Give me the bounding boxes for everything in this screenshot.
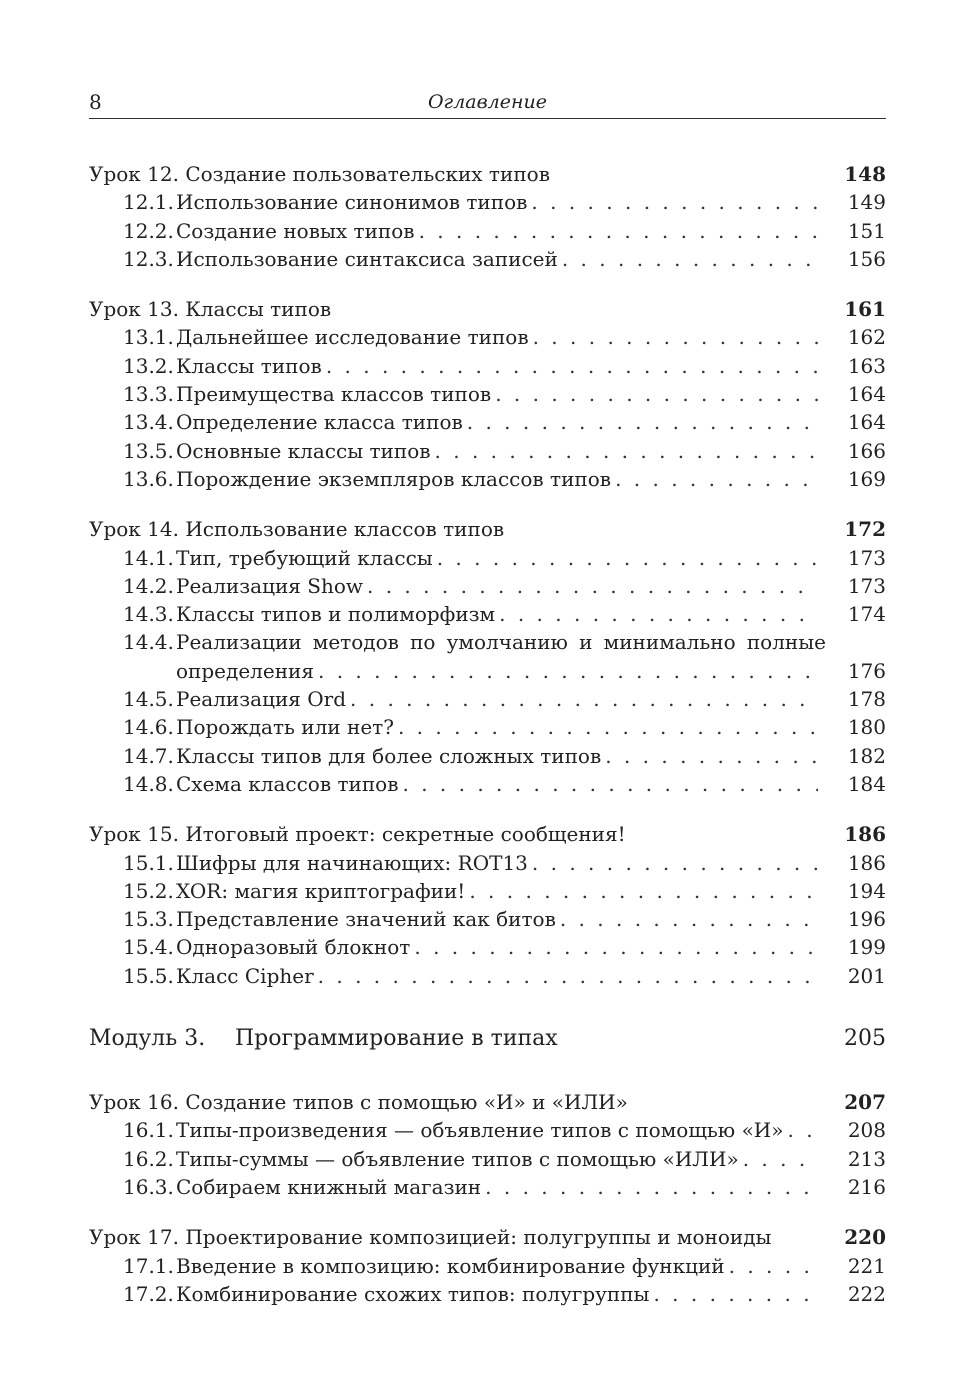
dot-leader	[415, 217, 818, 245]
entry-number: 12.3.	[123, 246, 174, 271]
toc-entry[interactable]	[89, 352, 886, 380]
entry-page: 174	[847, 602, 886, 627]
entry-number: 14.1.	[123, 545, 174, 570]
entry-number: 13.3.	[123, 382, 174, 407]
entry-number: 13.4.	[123, 410, 174, 435]
toc-entry[interactable]	[89, 742, 886, 770]
lesson-page: 186	[844, 822, 886, 847]
lesson-page: 172	[844, 517, 886, 542]
entry-page: 216	[847, 1174, 886, 1199]
entry-number: 15.5.	[123, 963, 174, 988]
entry-page: 182	[847, 743, 886, 768]
entry-title: Порождение экземпляров классов типов	[176, 466, 612, 491]
entry-page: 162	[847, 325, 886, 350]
entry-number: 13.2.	[123, 353, 174, 378]
entry-number: 15.2.	[123, 878, 174, 903]
entry-page: 184	[847, 771, 886, 796]
table-of-contents	[89, 160, 886, 1330]
entry-title: Представление значений как битов	[176, 907, 556, 932]
lesson-page: 148	[844, 162, 886, 186]
dot-leader	[314, 657, 818, 685]
dot-leader	[463, 408, 818, 436]
entry-title: Классы типов для более сложных типов	[176, 743, 602, 768]
entry-page: 169	[847, 466, 886, 491]
page-number: 8	[89, 90, 102, 114]
entry-page: 166	[847, 438, 886, 463]
entry-page: 194	[847, 878, 886, 903]
entry-title: Класс Cipher	[176, 963, 314, 988]
toc-lesson-heading[interactable]	[89, 160, 886, 188]
dot-leader	[322, 352, 818, 380]
entry-number: 14.3.	[123, 602, 174, 627]
lessons-group-b	[89, 1088, 886, 1308]
toc-lesson-heading[interactable]	[89, 515, 886, 543]
toc-entry[interactable]	[89, 1280, 886, 1308]
entry-page: 213	[847, 1146, 886, 1171]
entry-title: Одноразовый блокнот	[176, 935, 411, 960]
dot-leader	[410, 933, 818, 961]
entry-page: 178	[847, 687, 886, 712]
entry-page: 173	[847, 573, 886, 598]
entry-title: Собираем книжный магазин	[176, 1174, 482, 1199]
dot-leader	[556, 905, 818, 933]
dot-leader	[739, 1145, 818, 1173]
entry-title-line2: определения	[176, 658, 314, 683]
dot-leader	[529, 323, 818, 351]
entry-page: 176	[847, 658, 886, 683]
entry-title: Основные классы типов	[176, 438, 431, 463]
entry-title: Определение класса типов	[176, 410, 463, 435]
entry-number: 15.1.	[123, 850, 174, 875]
toc-entry[interactable]	[89, 877, 886, 905]
toc-entry[interactable]	[89, 962, 886, 990]
toc-entry[interactable]	[89, 1145, 886, 1173]
entry-page: 199	[847, 935, 886, 960]
toc-lesson	[89, 1088, 886, 1201]
dot-leader	[363, 572, 818, 600]
entry-page: 186	[847, 850, 886, 875]
entry-page: 156	[847, 246, 886, 271]
dot-leader	[465, 877, 818, 905]
toc-entry[interactable]	[89, 323, 886, 351]
entry-title: Шифры для начинающих: ROT13	[176, 850, 528, 875]
entry-number: 14.2.	[123, 573, 174, 598]
entry-number: 12.2.	[123, 218, 174, 243]
toc-module[interactable]	[89, 1024, 886, 1054]
toc-entry-wrapped[interactable]	[89, 628, 886, 685]
entry-number: 13.6.	[123, 466, 174, 491]
module-label: Модуль 3.	[89, 1026, 206, 1052]
dot-leader	[558, 245, 818, 273]
entry-page: 164	[847, 410, 886, 435]
entry-title: Порождать или нет?	[176, 715, 394, 740]
toc-entry[interactable]	[89, 408, 886, 436]
entry-number: 13.1.	[123, 325, 174, 350]
toc-entry[interactable]	[89, 572, 886, 600]
toc-entry[interactable]	[89, 685, 886, 713]
entry-number: 13.5.	[123, 438, 174, 463]
running-title: Оглавление	[427, 91, 547, 113]
entry-number: 15.3.	[123, 907, 174, 932]
toc-lesson	[89, 1223, 886, 1308]
dot-leader	[611, 465, 818, 493]
dot-leader	[527, 188, 818, 216]
lesson-page: 220	[844, 1225, 886, 1250]
dot-leader	[528, 849, 818, 877]
entry-number: 17.1.	[123, 1253, 174, 1278]
toc-lesson-14	[89, 515, 886, 798]
dot-leader	[725, 1252, 818, 1280]
dot-leader	[649, 1280, 818, 1308]
entry-title: Введение в композицию: комбинирование функций	[176, 1253, 725, 1278]
toc-lesson	[89, 295, 886, 493]
entry-title: Использование синонимов типов	[176, 190, 528, 215]
toc-lesson-15	[89, 820, 886, 990]
entry-number: 16.1.	[123, 1118, 174, 1143]
entry-title: Преимущества классов типов	[176, 382, 492, 407]
entry-number: 16.3.	[123, 1174, 174, 1199]
entry-number: 17.2.	[123, 1281, 174, 1306]
dot-leader	[433, 544, 818, 572]
entry-page: 222	[847, 1281, 886, 1306]
entry-number: 14.8.	[123, 771, 174, 796]
entry-number: 14.6.	[123, 715, 174, 740]
entry-number: 14.5.	[123, 687, 174, 712]
toc-entry[interactable]	[89, 849, 886, 877]
lesson-title: Урок 15. Итоговый проект: секретные сообщения!	[89, 822, 626, 847]
lesson-14-items-after	[89, 685, 886, 798]
module-title: Программирование в типах	[235, 1026, 558, 1052]
dot-leader	[491, 380, 818, 408]
dot-leader	[495, 600, 818, 628]
entry-title: Реализация Show	[176, 573, 363, 598]
entry-number: 16.2.	[123, 1146, 174, 1171]
lesson-title: Урок 17. Проектирование композицией: полугруппы и моноиды	[89, 1225, 772, 1250]
lessons-group-a	[89, 160, 886, 493]
toc-entry[interactable]	[89, 1252, 886, 1280]
toc-lesson-heading[interactable]	[89, 1223, 886, 1251]
toc-lesson-heading[interactable]	[89, 1088, 886, 1116]
entry-title: Тип, требующий классы	[176, 545, 433, 570]
entry-title: Дальнейшее исследование типов	[176, 325, 529, 350]
dot-leader	[314, 962, 818, 990]
entry-title: XOR: магия криптографии!	[176, 878, 466, 903]
entry-page: 180	[847, 715, 886, 740]
toc-entry[interactable]	[89, 770, 886, 798]
module-page: 205	[844, 1026, 886, 1052]
lesson-title: Урок 14. Использование классов типов	[89, 517, 505, 542]
entry-title: Реализация Ord	[176, 687, 347, 712]
toc-lesson-heading[interactable]	[89, 295, 886, 323]
dot-leader	[601, 742, 818, 770]
entry-title: Классы типов и полиморфизм	[176, 602, 496, 627]
toc-entry[interactable]	[89, 1173, 886, 1201]
toc-entry[interactable]	[89, 437, 886, 465]
toc-entry[interactable]	[89, 1116, 886, 1144]
entry-title: Схема классов типов	[176, 771, 399, 796]
entry-number: 14.7.	[123, 743, 174, 768]
toc-entry[interactable]	[89, 188, 886, 216]
toc-entry[interactable]	[89, 465, 886, 493]
dot-leader	[398, 770, 818, 798]
entry-number: 14.4.	[123, 630, 174, 655]
entry-title: Типы-произведения — объявление типов с помощью «И»	[176, 1118, 784, 1143]
toc-entry[interactable]	[89, 713, 886, 741]
dot-leader	[431, 437, 818, 465]
toc-entry[interactable]	[89, 600, 886, 628]
lesson-title: Урок 16. Создание типов с помощью «И» и «ИЛИ»	[89, 1090, 628, 1115]
lesson-title: Урок 13. Классы типов	[89, 297, 332, 322]
toc-entry[interactable]	[89, 933, 886, 961]
dot-leader	[783, 1116, 818, 1144]
entry-title: Комбинирование схожих типов: полугруппы	[176, 1281, 650, 1306]
toc-entry[interactable]	[89, 245, 886, 273]
entry-page: 196	[847, 907, 886, 932]
toc-entry[interactable]	[89, 905, 886, 933]
toc-entry[interactable]	[89, 217, 886, 245]
entry-page: 164	[847, 382, 886, 407]
dot-leader	[481, 1173, 818, 1201]
entry-number: 15.4.	[123, 935, 174, 960]
entry-title: Создание новых типов	[176, 218, 415, 243]
toc-entry[interactable]	[89, 380, 886, 408]
entry-title-line1: Реализации методов по умолчанию и минимально полные	[176, 630, 826, 655]
dot-leader	[346, 685, 818, 713]
lesson-title: Урок 12. Создание пользовательских типов	[89, 162, 550, 186]
entry-page: 201	[847, 963, 886, 988]
entry-title: Типы-суммы — объявление типов с помощью «ИЛИ»	[176, 1146, 739, 1171]
entry-page: 149	[847, 190, 886, 215]
lesson-14-items-before	[89, 544, 886, 629]
entry-title: Использование синтаксиса записей	[176, 246, 558, 271]
running-header	[89, 88, 886, 119]
lesson-page: 161	[844, 297, 886, 322]
entry-page: 221	[847, 1253, 886, 1278]
entry-page: 163	[847, 353, 886, 378]
entry-page: 173	[847, 545, 886, 570]
entry-page: 208	[847, 1118, 886, 1143]
entry-title: Классы типов	[176, 353, 322, 378]
lesson-page: 207	[844, 1090, 886, 1115]
toc-lesson	[89, 160, 886, 273]
toc-entry[interactable]	[89, 544, 886, 572]
entry-number: 12.1.	[123, 190, 174, 215]
dot-leader	[394, 713, 818, 741]
toc-lesson-heading[interactable]	[89, 820, 886, 848]
entry-page: 151	[847, 218, 886, 243]
